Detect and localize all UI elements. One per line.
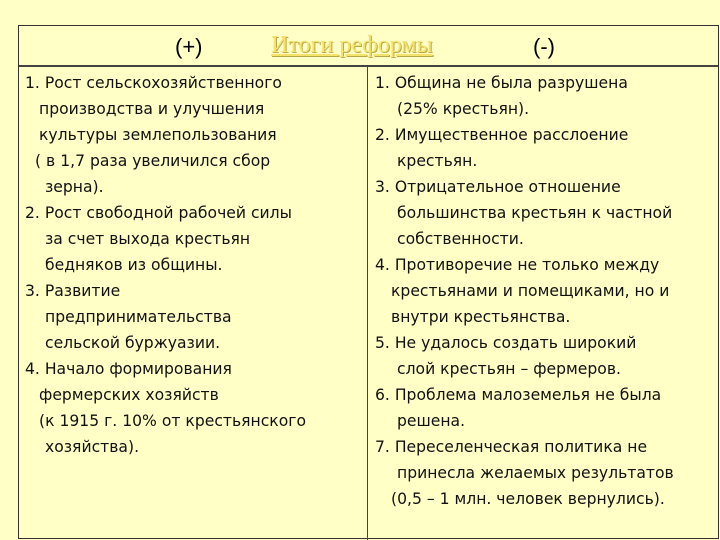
- negative-result-line: (25% крестьян).: [397, 100, 530, 118]
- negative-result-line: 7. Переселенческая политика не: [375, 438, 648, 456]
- positive-result-line: бедняков из общины.: [45, 256, 223, 274]
- negative-result-line: большинства крестьян к частной: [397, 204, 673, 222]
- negative-result-line: (0,5 – 1 млн. человек вернулись).: [391, 490, 665, 508]
- negative-result-line: принесла желаемых результатов: [397, 464, 674, 482]
- plus-column-heading: (+): [175, 34, 203, 59]
- positive-result-line: производства и улучшения: [39, 100, 265, 118]
- negative-result-line: 6. Проблема малоземелья не была: [375, 386, 662, 404]
- negative-result-line: слой крестьян – фермеров.: [397, 360, 621, 378]
- positive-result-line: 1. Рост сельскохозяйственного: [25, 74, 282, 92]
- negative-result-line: крестьянами и помещиками, но и: [391, 282, 670, 300]
- negative-result-line: решена.: [397, 412, 466, 430]
- results-table: [18, 25, 719, 539]
- positive-result-line: 4. Начало формирования: [25, 360, 232, 378]
- negative-result-line: 1. Община не была разрушена: [375, 74, 628, 92]
- positive-result-line: культуры землепользования: [39, 126, 277, 144]
- positive-result-line: 2. Рост свободной рабочей силы: [25, 204, 292, 222]
- positive-result-line: сельской буржуазии.: [45, 334, 221, 352]
- negative-result-line: 4. Противоречие не только между: [375, 256, 660, 274]
- positive-result-line: за счет выхода крестьян: [45, 230, 251, 248]
- negative-result-line: внутри крестьянства.: [391, 308, 571, 326]
- positive-result-line: 3. Развитие: [25, 282, 121, 300]
- minus-column-heading: (-): [533, 34, 555, 59]
- positive-result-line: ( в 1,7 раза увеличился сбор: [35, 152, 271, 170]
- table-header-row: [19, 26, 718, 67]
- positive-result-line: зерна).: [45, 178, 104, 196]
- positive-result-line: фермерских хозяйств: [39, 386, 219, 404]
- negative-result-line: 2. Имущественное расслоение: [375, 126, 629, 144]
- positive-result-line: хозяйства).: [45, 438, 140, 456]
- negative-result-line: 3. Отрицательное отношение: [375, 178, 621, 196]
- negative-results-column: [375, 70, 715, 512]
- negative-result-line: 5. Не удалось создать широкий: [375, 334, 637, 352]
- negative-result-line: собственности.: [397, 230, 524, 248]
- positive-result-line: (к 1915 г. 10% от крестьянского: [39, 412, 307, 430]
- negative-result-line: крестьян.: [397, 152, 478, 170]
- column-divider: [367, 67, 368, 540]
- page-title: Итоги реформы: [271, 32, 433, 58]
- positive-results-column: [25, 70, 365, 460]
- positive-result-line: предпринимательства: [45, 308, 232, 326]
